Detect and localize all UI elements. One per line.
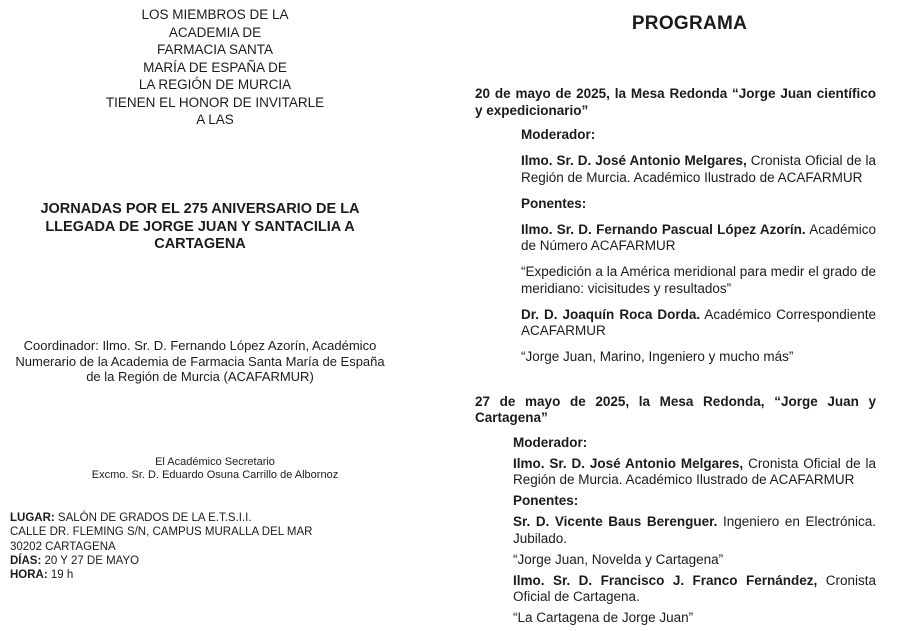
moderator-name: Ilmo. Sr. D. José Antonio Melgares, [521,153,747,168]
ponentes-label [513,493,876,510]
session-heading: 27 de mayo de 2025, la Mesa Redonda, “Jorge Juan y Cartagena” [475,393,876,425]
moderator-desc: Cronista Oficial de la Región de Murcia. Académico Ilustrado de ACAFARMUR [521,153,876,185]
ponentes-label-text: Ponentes: [513,493,579,508]
intro-line: TIENEN EL HONOR DE INVITARLE [105,94,325,110]
detail-value: 30202 CARTAGENA [10,540,116,553]
talk-title: “La Cartagena de Jorge Juan” [513,610,694,625]
moderator-entry [521,153,876,186]
moderator-label-text: Moderador: [521,127,596,142]
ponentes-label-text: Ponentes: [521,195,587,211]
moderator-label [513,435,876,452]
intro-line: LOS MIEMBROS DE LA [141,7,289,22]
detail-value: CALLE DR. FLEMING S/N, CAMPUS MURALLA DEL MAR [10,526,313,539]
detail-line-lugar [10,511,430,525]
moderator-label [521,127,876,144]
program-session-20-mayo [475,86,876,366]
detail-line-dias [10,554,430,568]
detail-value: 19 h [47,569,74,582]
program-session-27-mayo [475,394,876,627]
program-title: PROGRAMA [631,13,748,34]
intro-line: ACADEMIA DE [168,24,262,40]
ponentes-label [521,196,876,213]
detail-line-ciudad [10,540,430,554]
session-heading: 20 de mayo de 2025, la Mesa Redonda “Jorge Juan científico y expedicionario” [475,86,876,118]
speaker-entry [521,222,876,255]
moderator-name: Ilmo. Sr. D. José Antonio Melgares, [513,455,744,471]
event-title: JORNADAS POR EL 275 ANIVERSARIO DE LA LLEGADA DE JORGE JUAN Y SANTACILIA A CARTAGENA [40,201,360,252]
detail-line-hora [10,568,430,582]
speaker-entry [513,573,876,606]
detail-value: 20 Y 27 DE MAYO [41,554,140,567]
detail-label: DÍAS: [10,554,42,567]
speaker-entry [513,514,876,547]
talk-title: “Jorge Juan, Novelda y Cartagena” [513,551,724,567]
talk-title: “Expedición a la América meridional para medir el grado de meridiano: vicisitudes y resultados” [521,264,876,296]
coordinator-text: Coordinador: Ilmo. Sr. D. Fernando López Azorín, Académico Numerario de la Academia de Farmacia Santa María de España de la Región de Murcia (ACAFARMUR) [15,338,385,384]
moderator-label-text: Moderador: [513,434,588,450]
intro-line: A LAS [196,112,234,127]
detail-value: SALÓN DE GRADOS DE LA E.T.S.I.I. [54,512,252,524]
speaker-name: Sr. D. Vicente Baus Berenguer. [513,514,718,529]
secretary-role: El Académico Secretario [155,456,275,468]
speaker-desc: Cronista Oficial de Cartagena. [513,572,876,604]
moderator-desc: Cronista Oficial de la Región de Murcia. Académico Ilustrado de ACAFARMUR [513,455,876,487]
detail-line-calle [10,525,430,539]
talk-title: “Jorge Juan, Marino, Ingeniero y mucho más” [521,349,794,364]
secretary-name: Excmo. Sr. D. Eduardo Osuna Carrillo de Albornoz [91,469,339,481]
speaker-desc: Académico de Número ACAFARMUR [521,221,876,253]
secretary-block [65,456,365,482]
intro-line: MARÍA DE ESPAÑA DE [143,59,287,75]
speaker-desc: Ingeniero en Electrónica. Jubilado. [513,514,876,546]
speaker-entry [521,307,876,340]
speaker-name: Ilmo. Sr. D. Fernando Pascual López Azorín. [521,221,806,237]
invitation-intro [65,6,365,129]
detail-label: HORA: [10,569,48,582]
intro-line: FARMACIA SANTA [156,42,274,57]
program-panel [475,0,876,631]
moderator-entry [513,456,876,489]
event-details [10,511,430,582]
speaker-desc: Académico Correspondiente ACAFARMUR [521,306,876,338]
speaker-name: Ilmo. Sr. D. Francisco J. Franco Fernández, [513,572,818,588]
speaker-name: Dr. D. Joaquín Roca Dorda. [521,306,701,322]
intro-line: LA REGIÓN DE MURCIA [138,77,292,92]
detail-label: LUGAR: [10,512,55,524]
